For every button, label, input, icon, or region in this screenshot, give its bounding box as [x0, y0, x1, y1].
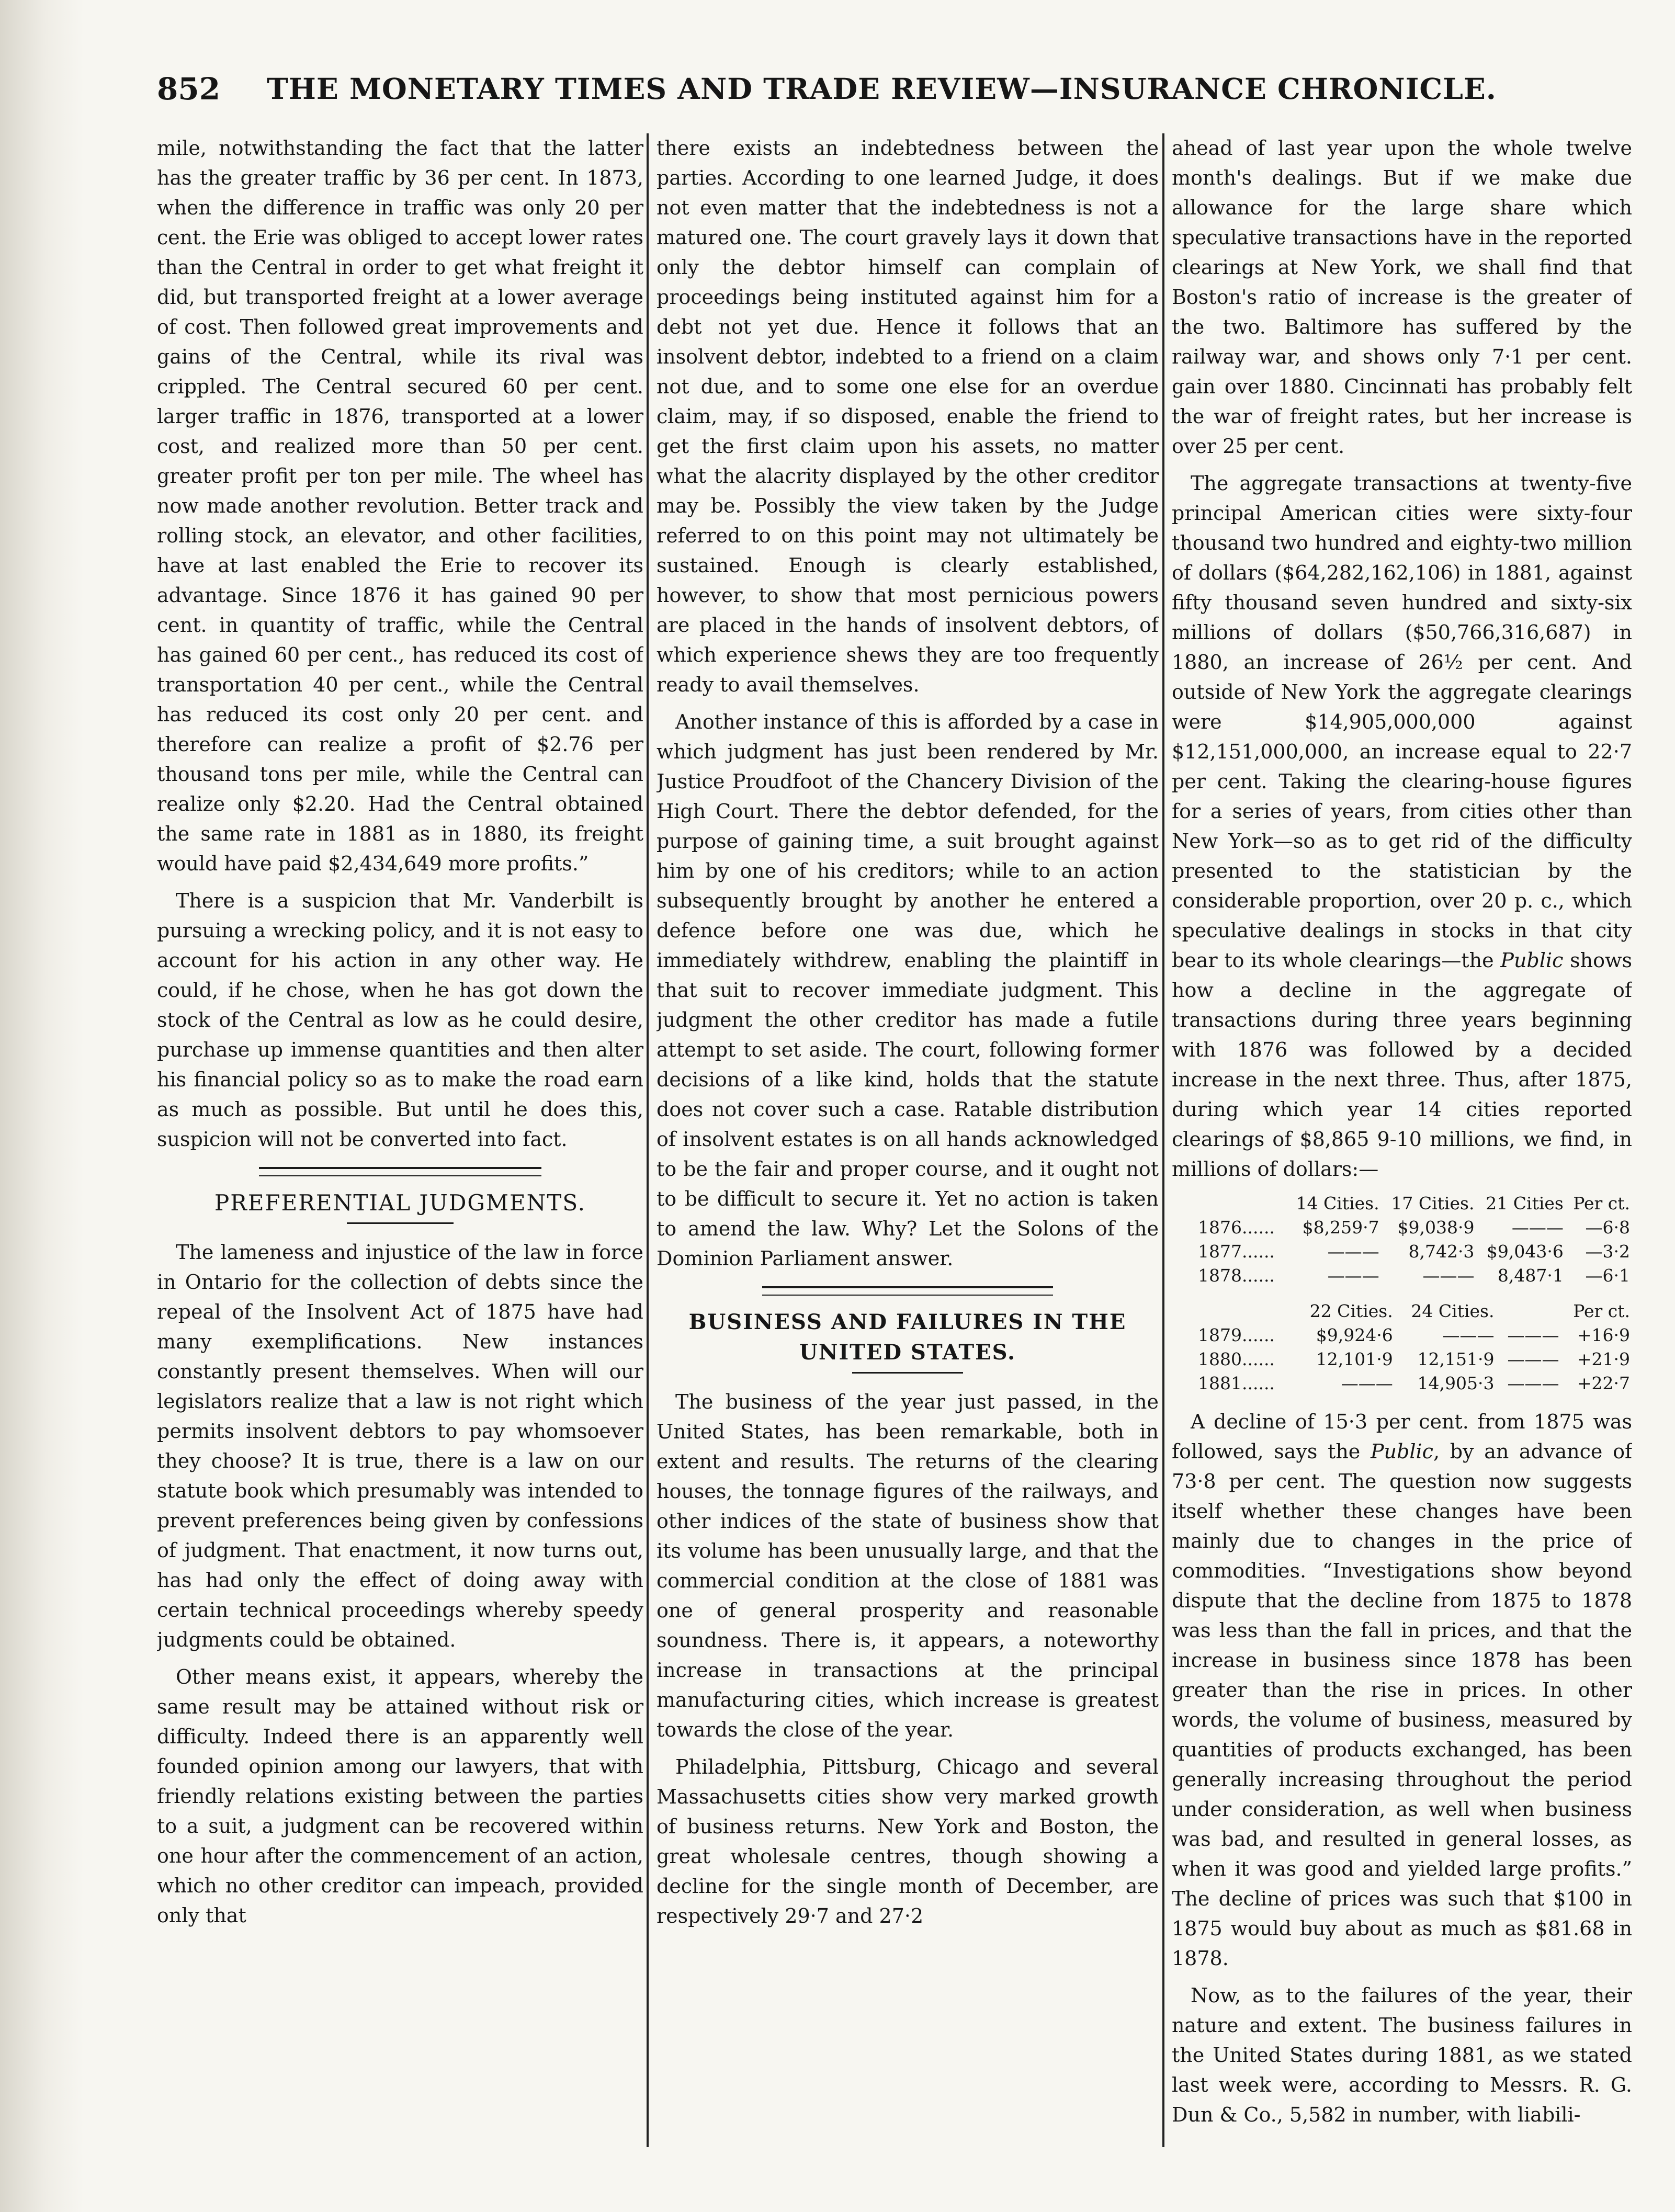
table-cell: ——— [1422, 1265, 1475, 1286]
table-header: Per ct. [1573, 1301, 1630, 1321]
paragraph: The business of the year just passed, in the United States, has been remarkable, both in extent and results. The returns of the clearing houses, the tonnage figures of the railways, and other indices of the state of business show that its volume has been unusually large, and that the commercial condition at the close of 1881 was one of general prosperity and reasonable soundness. There is, it appears, a noteworthy increase in transactions at the principal manufacturing cities, which increase is greatest towards the close of the year. [657, 1390, 1159, 1741]
table-cell: +22·7 [1577, 1373, 1630, 1393]
table-cell: 8,742·3 [1408, 1241, 1475, 1262]
table-cell: 12,151·9 [1417, 1349, 1495, 1369]
table-cell: ——— [1442, 1325, 1495, 1345]
table-header [1172, 1299, 1294, 1323]
table-cell: 1877...... [1198, 1241, 1275, 1262]
table-header: 14 Cities. [1296, 1193, 1379, 1213]
table-row [1172, 1323, 1632, 1347]
table-cell: 1879...... [1198, 1325, 1275, 1345]
table-cell: ——— [1327, 1265, 1379, 1286]
column-1 [157, 133, 643, 2147]
table-cell: +21·9 [1577, 1349, 1630, 1369]
text-run: A decline of 15·3 per cent. from 1875 was followed, says the [1172, 1410, 1632, 1463]
page-header [157, 63, 1522, 126]
table-cell: ——— [1507, 1325, 1559, 1345]
table-cell: —6·1 [1585, 1265, 1630, 1286]
paragraph [1172, 469, 1632, 1184]
table-cell: ——— [1341, 1373, 1393, 1393]
paragraph: Other means exist, it appears, whereby the same result may be attained without risk or difficulty. Indeed there is an apparently well founded opinion among our lawyers, that with friendly relations existing between the parties to a suit, a judgment can be recovered within one hour after the commencement of an action, which no other creditor can impeach, provided only that [157, 1665, 643, 1927]
paragraph [1172, 1407, 1632, 1973]
column-2 [657, 133, 1159, 2147]
paragraph: The lameness and injustice of the law in force in Ontario for the collection of debts since the repeal of the Insolvent Act of 1875 have had many exemplifications. New instances constantly present themselves. When will our legislators realize that a law is not right which permits insolvent debtors to pay whomsoever they choose? It is true, there is a law on our statute book which presumably was intended to prevent preferences being given by confessions of judgment. That enactment, it now turns out, has had only the effect of doing away with certain technical proceedings whereby speedy judgments could be obtained. [157, 1241, 643, 1651]
table-cell: 1880...... [1198, 1349, 1275, 1369]
paragraph: Philadelphia, Pittsburg, Chicago and several Massachusetts cities show very marked growth of business returns. New York and Boston, the great wholesale centres, though showing a decline for the single month of December, are respectively 29·7 and 27·2 [657, 1755, 1159, 1927]
table-cell: —3·2 [1585, 1241, 1630, 1262]
table-cell: 1876...... [1198, 1217, 1275, 1238]
article-heading-preferential-judgments: PREFERENTIAL JUDGMENTS. [214, 1190, 586, 1216]
table-header: 17 Cities. [1391, 1193, 1475, 1213]
page-edge-shadow [0, 0, 84, 2212]
publication-name: Public [1500, 949, 1564, 972]
table-row [1172, 1347, 1632, 1371]
heading-underline [347, 1222, 454, 1224]
table-cell: $8,259·7 [1302, 1217, 1379, 1238]
table-cell: 12,101·9 [1316, 1349, 1393, 1369]
page-number: 852 [157, 71, 221, 107]
table-cell: 1878...... [1198, 1265, 1275, 1286]
table-cell: 14,905·3 [1417, 1373, 1495, 1393]
paragraph: ahead of last year upon the whole twelve month's dealings. But if we make due allowance for the large share which speculative transactions have in the reported clearings at New York, we shall find that Boston's ratio of increase is the greater of the two. Baltimore has suffered by the railway war, and shows only 7·1 per cent. gain over 1880. Cincinnati has probably felt the war of freight rates, but her increase is over 25 per cent. [1172, 137, 1632, 458]
clearings-table-1 [1172, 1192, 1632, 1288]
running-title: THE MONETARY TIMES AND TRADE REVIEW—INSURANCE CHRONICLE. [267, 72, 1497, 106]
table-cell: ——— [1511, 1217, 1564, 1238]
table-cell: 1881...... [1198, 1373, 1275, 1393]
table-row [1172, 1264, 1632, 1288]
table-cell: $9,043·6 [1486, 1241, 1564, 1262]
table-header: 21 Cities [1486, 1193, 1564, 1213]
table-cell: ——— [1507, 1349, 1559, 1369]
text-run: shows how a decline in the aggregate of transactions during three years beginning with 1876 was followed by a decided increase in the next three. Thus, after 1875, during which year 14 cities reported clearings of $8,865 9-10 millions, we find, in millions of dollars:— [1172, 949, 1632, 1181]
table-header: 24 Cities. [1411, 1301, 1495, 1321]
table-row [1172, 1240, 1632, 1264]
table-row [1172, 1371, 1632, 1396]
table-cell: $9,038·9 [1397, 1217, 1475, 1238]
paragraph: Now, as to the failures of the year, their nature and extent. The business failures in the United States during 1881, as we stated last week were, according to Messrs. R. G. Dun & Co., 5,582 in number, with liabili- [1172, 1984, 1632, 2126]
column-rule-right [1162, 133, 1164, 2147]
section-divider [762, 1286, 1054, 1296]
column-3 [1172, 133, 1632, 2147]
table-header: Per ct. [1573, 1193, 1630, 1213]
table-cell: ——— [1507, 1373, 1559, 1393]
column-rule-left [647, 133, 649, 2147]
paragraph: Another instance of this is afforded by a case in which judgment has just been rendered by Mr. Justice Proudfoot of the Chancery Division of the High Court. There the debtor defended, for the purpose of gaining time, a suit brought against him by one of his creditors; while to an action subsequently brought by another he entered a defence before one was due, which he immediately withdrew, enabling the plaintiff in that suit to recover immediate judgment. This judgment the other creditor has made a futile attempt to set aside. The court, following former decisions of a like kind, holds that the statute does not cover such a case. Ratable distribution of insolvent estates is on all hands acknowledged to be the fair and proper course, and it ought not to be difficult to secure it. Yet no action is taken to amend the law. Why? Let the Solons of the Dominion Parliament answer. [657, 710, 1159, 1270]
clearings-table-2 [1172, 1299, 1632, 1396]
table-cell: $9,924·6 [1316, 1325, 1393, 1345]
publication-name: Public [1370, 1440, 1433, 1463]
paragraph: mile, notwithstanding the fact that the latter has the greater traffic by 36 per cent. In 1873, when the difference in traffic was only 20 per cent. the Erie was obliged to accept lower rates than the Central in order to get what freight it did, but transported freight at a lower average of cost. Then followed great improvements and gains of the Central, while its rival was crippled. The Central secured 60 per cent. larger traffic in 1876, transported at a lower cost, and realized more than 50 per cent. greater profit per ton per mile. The wheel has now made another revolution. Better track and rolling stock, an elevator, and other facilities, have at last enabled the Erie to recover its advantage. Since 1876 it has gained 90 per cent. in quantity of traffic, while the Central has gained 60 per cent., has reduced its cost of transportation 40 per cent., while the Central has reduced its cost only 20 per cent. and therefore can realize a profit of $2.76 per thousand tons per mile, while the Central can realize only $2.20. Had the Central obtained the same rate in 1881 as in 1880, its freight would have paid $2,434,649 more profits.” [157, 137, 643, 875]
table-header: 22 Cities. [1309, 1301, 1393, 1321]
paragraph: There is a suspicion that Mr. Vanderbilt is pursuing a wrecking policy, and it is not easy to account for his action in any other way. He could, if he chose, when he has got down the stock of the Central as low as he could desire, purchase up immense quantities and then alter his financial policy so as to make the road earn as much as possible. But until he does this, suspicion will not be converted into fact. [157, 889, 643, 1151]
text-run: The aggregate transactions at twenty-five principal American cities were sixty-four thousand two hundred and eighty-two million of dollars ($64,282,162,106) in 1881, against fifty thousand seven hundred and sixty-six millions of dollars ($50,766,316,687) in 1880, an increase of 26½ per cent. And outside of New York the aggregate clearings were $14,905,000,000 against $12,151,000,000, an increase equal to 22·7 per cent. Taking the clearing-house figures for a series of years, from cities other than New York—so as to get rid of the difficulty presented to the statistician by the considerable proportion, over 20 p. c., which speculative dealings in stocks in that city bear to its whole clearings—the [1172, 472, 1632, 972]
section-divider [259, 1167, 541, 1176]
table-cell: —6·8 [1585, 1217, 1630, 1238]
table-cell: 8,487·1 [1497, 1265, 1564, 1286]
table-row [1172, 1216, 1632, 1240]
heading-underline [852, 1372, 963, 1374]
article-heading-business-failures: BUSINESS AND FAILURES IN THE UNITED STATES. [688, 1310, 1127, 1365]
table-cell: ——— [1327, 1241, 1379, 1262]
table-header [1172, 1192, 1286, 1216]
text-run: , by an advance of 73·8 per cent. The question now suggests itself whether these changes have been mainly due to changes in the price of commodities. “Investigations show beyond dispute that the decline from 1875 to 1878 was less than the fall in prices, and that the increase in business since 1878 has been greater than the rise in prices. In other words, the volume of business, measured by quantities of products exchanged, has been generally increasing throughout the period under consideration, as well when business was bad, and resulted in general losses, as when it was good and yielded large profits.” The decline of prices was such that $100 in 1875 would buy about as much as $81.68 in 1878. [1172, 1440, 1632, 1970]
table-header [1496, 1299, 1561, 1323]
table-cell: +16·9 [1577, 1325, 1630, 1345]
paragraph: there exists an indebtedness between the parties. According to one learned Judge, it does not even matter that the indebtedness is not a matured one. The court gravely lays it down that only the debtor himself can complain of proceedings being instituted against him for a debt not yet due. Hence it follows that an insolvent debtor, indebted to a friend on a claim not due, and to some one else for an overdue claim, may, if so disposed, enable the friend to get the first claim upon his assets, no matter what the alacrity displayed by the other creditor may be. Possibly the view taken by the Judge referred to on this point may not ultimately be sustained. Enough is clearly established, however, to show that most pernicious powers are placed in the hands of insolvent debtors, of which experience shews they are too frequently ready to avail themselves. [657, 137, 1159, 696]
